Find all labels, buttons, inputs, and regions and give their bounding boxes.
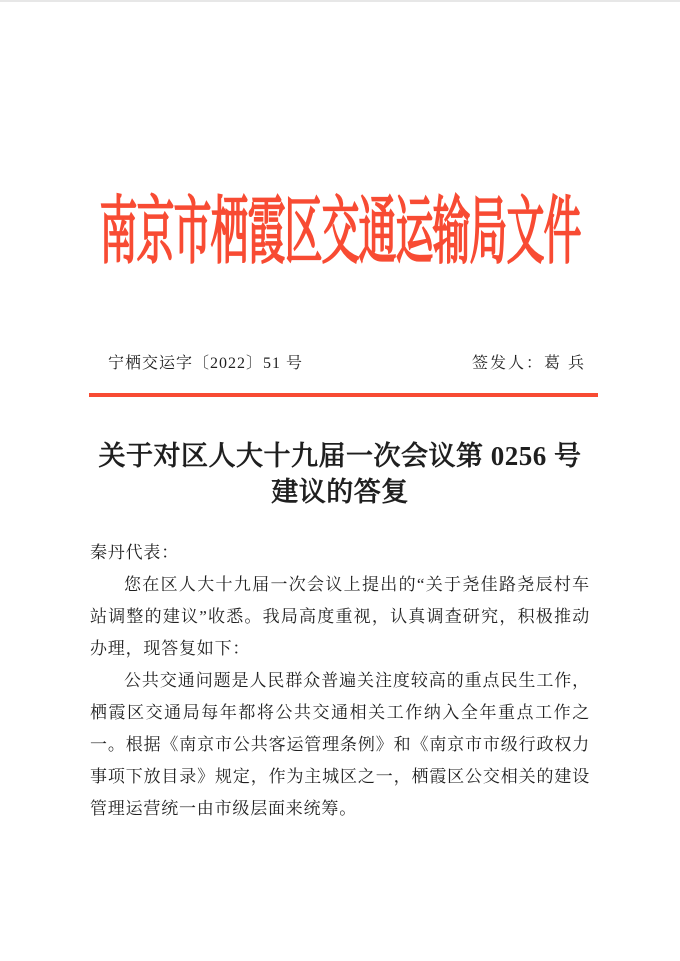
salutation: 秦丹代表： <box>90 543 179 562</box>
body-paragraph-1: 您在区人大十九届一次会议上提出的“关于尧佳路尧辰村车站调整的建议”收悉。我局高度重视，认真调查研究，积极推动办理，现答复如下： <box>90 575 590 658</box>
red-separator-line <box>89 393 598 397</box>
issuer-name: 葛 兵 <box>543 355 586 372</box>
document-body <box>90 537 590 825</box>
page-top-edge <box>0 0 680 2</box>
agency-title-text: 南京市栖霞区交通运输局文件 <box>99 192 581 274</box>
doc-number: 宁栖交运字〔2022〕51 号 <box>108 355 304 372</box>
document-title <box>40 438 640 510</box>
issuer <box>472 352 586 376</box>
document-title-line1: 关于对区人大十九届一次会议第 0256 号 <box>98 441 582 471</box>
issuer-label: 签发人： <box>471 355 544 372</box>
body-paragraph-2: 公共交通问题是人民群众普遍关注度较高的重点民生工作，栖霞区交通局每年都将公共交通相关工作纳入全年重点工作之一。根据《南京市公共客运管理条例》和《南京市市级行政权力事项下放目录》规定，作为主城区之一，栖霞区公交相关的建设管理运营统一由市级层面来统筹。 <box>90 671 590 818</box>
doc-number-row <box>90 352 590 376</box>
agency-header <box>0 188 680 278</box>
document-title-line2: 建议的答复 <box>271 477 409 507</box>
